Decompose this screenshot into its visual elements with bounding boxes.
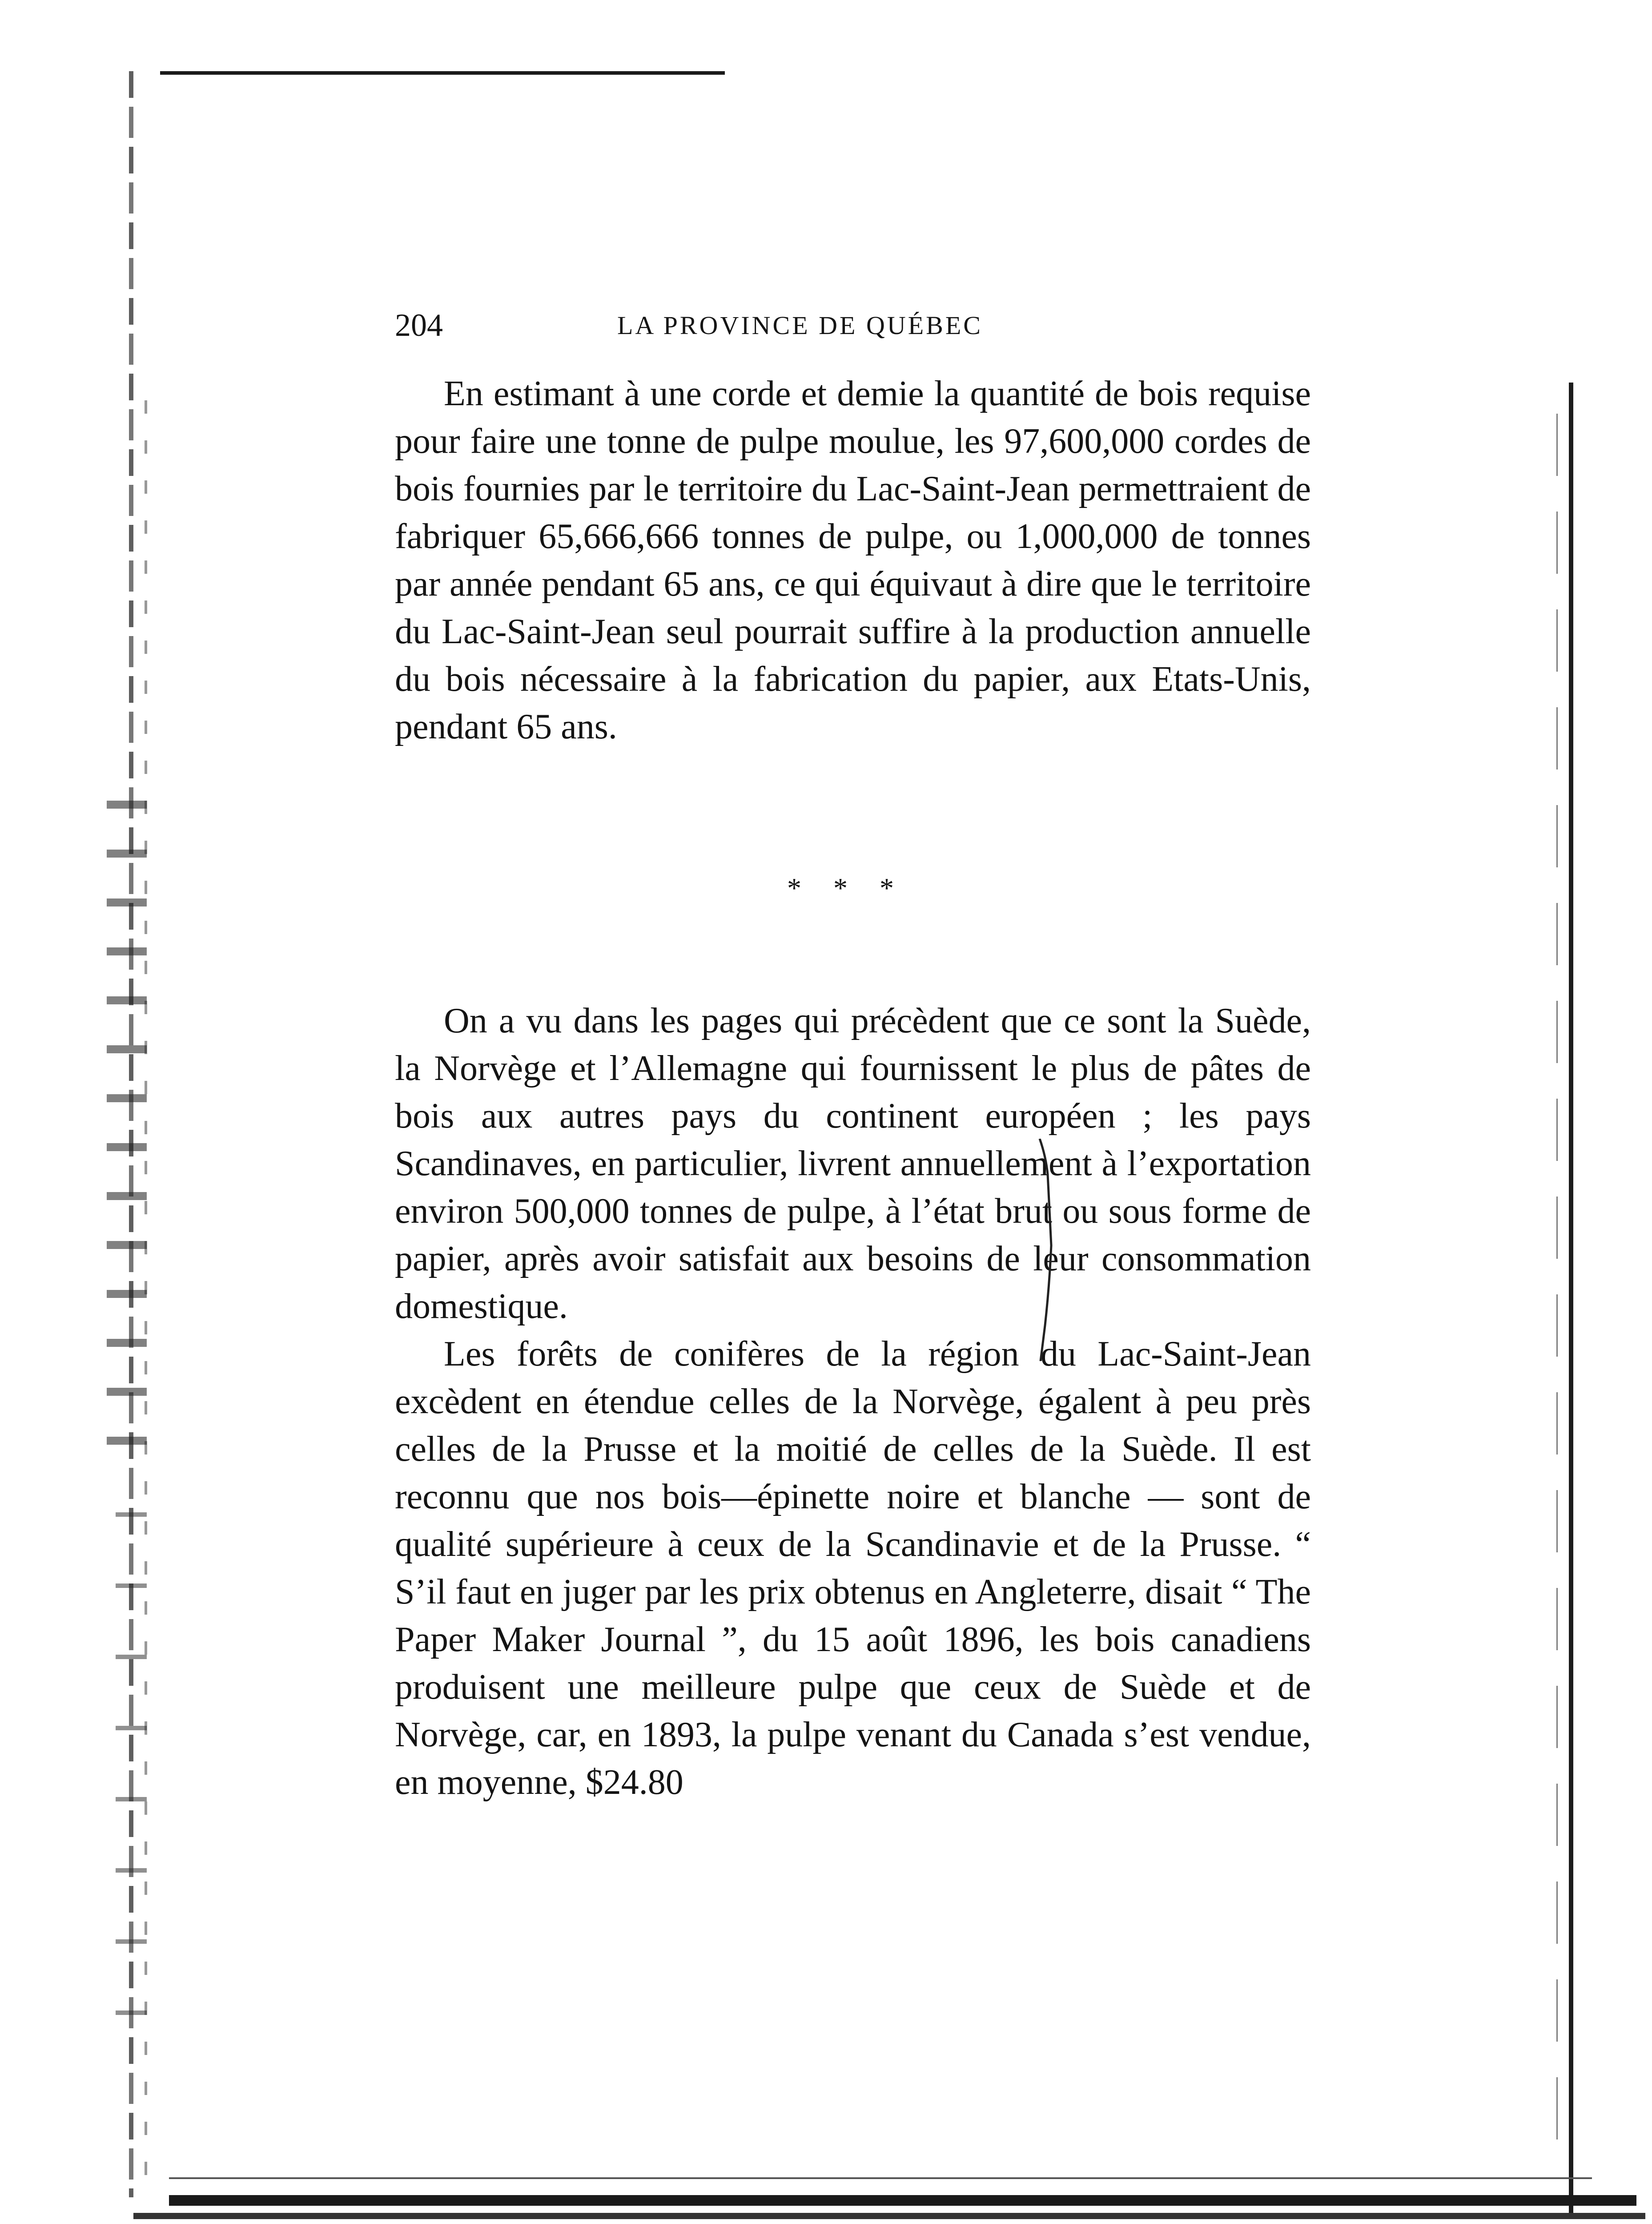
scan-edge-bottom-outer [133, 2213, 1645, 2219]
text-block-bottom [395, 997, 1311, 1806]
section-break: * * * [787, 872, 906, 904]
paragraph: En estimant à une corde et demie la quantité de bois requise pour faire une tonne de pulpe moulue, les 97,600,000 cordes de bois fournies par le territoire du Lac-Saint-Jean permettraient de fabriquer 65,666,666 tonnes de pulpe, ou 1,000,000 de tonnes par année pendant 65 ans, ce qui équivaut à dire que le territoire du Lac-Saint-Jean seul pourrait suffire à la production annuelle du bois nécessaire à la fabrication du papier, aux Etats-Unis, pendant 65 ans. [395, 374, 1311, 746]
scan-edge-right [1569, 383, 1573, 2215]
scan-marks-left [107, 801, 147, 1468]
text-block-top [395, 370, 1311, 751]
scan-edge-top [160, 71, 725, 75]
scan-edge-right-inner [1556, 414, 1558, 2171]
page-header [395, 307, 1311, 347]
scan-edge-bottom [169, 2195, 1636, 2206]
running-head: LA PROVINCE DE QUÉBEC [617, 311, 983, 340]
scan-marks-left-lower [116, 1512, 147, 2046]
scan-edge-bottom-thin [169, 2177, 1592, 2179]
paragraph: Les forêts de conifères de la région du Lac-Saint-Jean excèdent en étendue celles de la Norvège, égalent à peu près celles de la Prusse et la moitié de celles de la Suède. Il est reconnu que nos bois—épinette noire et blanche — sont de qualité supérieure à ceux de la Scandinavie et de la Prusse. “ S’il faut en juger par les prix obtenus en Angleterre, disait “ The Paper Maker Journal ”, du 15 août 1896, les bois canadiens produisent une meilleure pulpe que ceux de Suède et de Norvège, car, en 1893, la pulpe venant du Canada s’est vendue, en moyenne, $24.80 [395, 1334, 1311, 1802]
page-number: 204 [395, 307, 443, 343]
paragraph: On a vu dans les pages qui précèdent que ce sont la Suède, la Norvège et l’Allemagne qui fournissent le plus de pâtes de bois aux autres pays du continent européen ; les pays Scandinaves, en particulier, livrent annuellement à l’exportation environ 500,000 tonnes de pulpe, à l’état brut ou sous forme de papier, après avoir satisfait aux besoins de leur consommation domestique. [395, 1001, 1311, 1326]
pencil-mark-icon [1036, 1139, 1063, 1361]
